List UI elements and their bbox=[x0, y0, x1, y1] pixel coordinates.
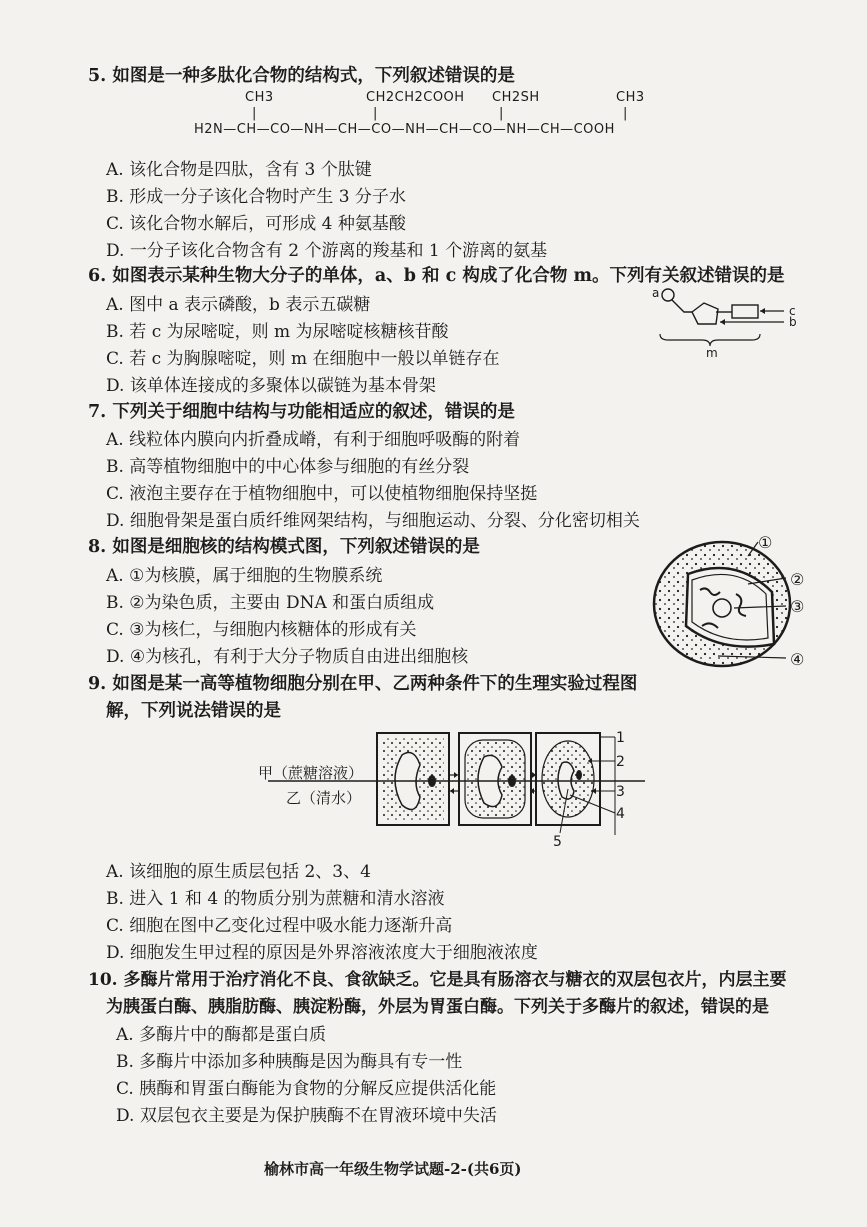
q9-option-b: B. 进入 1 和 4 的物质分别为蔗糖和清水溶液 bbox=[106, 889, 445, 909]
nucleus-label-2: ② bbox=[790, 570, 805, 589]
q5-option-b: B. 形成一分子该化合物时产生 3 分子水 bbox=[106, 187, 406, 207]
q5-option-c: C. 该化合物水解后，可形成 4 种氨基酸 bbox=[106, 214, 406, 234]
cell-label-2: 2 bbox=[616, 754, 625, 770]
q5-main-chain: H2N—CH—CO—NH—CH—CO—NH—CH—CO—NH—CH—COOH bbox=[194, 122, 615, 137]
q9-stem-line1: 9. 如图是某一高等植物细胞分别在甲、乙两种条件下的生理实验过程图 bbox=[88, 674, 638, 694]
label-a: a bbox=[652, 286, 660, 300]
q5-option-a: A. 该化合物是四肽，含有 3 个肽键 bbox=[106, 160, 372, 180]
q10-option-c: C. 胰酶和胃蛋白酶能为食物的分解反应提供活化能 bbox=[116, 1079, 497, 1099]
nucleotide-diagram bbox=[646, 282, 806, 362]
nucleus-diagram bbox=[640, 534, 840, 674]
condition-water: 乙（清水） bbox=[286, 789, 362, 807]
q7-option-b: B. 高等植物细胞中的中心体参与细胞的有丝分裂 bbox=[106, 457, 470, 477]
q10-stem-line1: 10. 多酶片常用于治疗消化不良、食欲缺乏。它是具有肠溶衣与糖衣的双层包衣片，内层主要 bbox=[88, 970, 787, 990]
q9-option-c: C. 细胞在图中乙变化过程中吸水能力逐渐升高 bbox=[106, 916, 453, 936]
q7-option-d: D. 细胞骨架是蛋白质纤维网架结构，与细胞运动、分裂、分化密切相关 bbox=[106, 511, 640, 531]
q9-option-d: D. 细胞发生甲过程的原因是外界溶液浓度大于细胞液浓度 bbox=[106, 943, 538, 963]
q5-bond-3: | bbox=[499, 106, 504, 121]
cell-label-1: 1 bbox=[616, 730, 625, 746]
nucleus-label-1: ① bbox=[758, 533, 773, 552]
q6-option-a: A. 图中 a 表示磷酸，b 表示五碳糖 bbox=[106, 295, 371, 315]
q5-stem: 5. 如图是一种多肽化合物的结构式，下列叙述错误的是 bbox=[88, 66, 515, 86]
q7-stem: 7. 下列关于细胞中结构与功能相适应的叙述，错误的是 bbox=[88, 402, 515, 422]
cell-label-4: 4 bbox=[616, 806, 625, 822]
cell-label-3: 3 bbox=[616, 784, 625, 800]
q10-option-b: B. 多酶片中添加多种胰酶是因为酶具有专一性 bbox=[116, 1052, 463, 1072]
q5-side-chain-2: CH2CH2COOH bbox=[366, 90, 465, 105]
q5-side-chain-4: CH3 bbox=[616, 90, 645, 105]
condition-sucrose: 甲（蔗糖溶液） bbox=[258, 764, 364, 782]
q10-option-a: A. 多酶片中的酶都是蛋白质 bbox=[116, 1025, 327, 1045]
q5-bond-1: | bbox=[252, 106, 257, 121]
q5-side-chain-1: CH3 bbox=[245, 90, 274, 105]
q8-option-d: D. ④为核孔，有利于大分子物质自由进出细胞核 bbox=[106, 647, 469, 667]
q9-option-a: A. 该细胞的原生质层包括 2、3、4 bbox=[106, 862, 371, 882]
page-footer: 榆林市高一年级生物学试题-2-(共6页) bbox=[264, 1160, 522, 1178]
nucleus-label-4: ④ bbox=[790, 650, 805, 669]
q6-option-b: B. 若 c 为尿嘧啶，则 m 为尿嘧啶核糖核苷酸 bbox=[106, 322, 449, 342]
q8-option-a: A. ①为核膜，属于细胞的生物膜系统 bbox=[106, 566, 383, 586]
label-m: m bbox=[706, 346, 718, 360]
q7-option-a: A. 线粒体内膜向内折叠成嵴，有利于细胞呼吸酶的附着 bbox=[106, 430, 521, 450]
q6-option-d: D. 该单体连接成的多聚体以碳链为基本骨架 bbox=[106, 376, 436, 396]
q6-stem: 6. 如图表示某种生物大分子的单体，a、b 和 c 构成了化合物 m。下列有关叙述错误的是 bbox=[88, 266, 785, 286]
q10-option-d: D. 双层包衣主要是为保护胰酶不在胃液环境中失活 bbox=[116, 1106, 497, 1126]
q8-option-b: B. ②为染色质，主要由 DNA 和蛋白质组成 bbox=[106, 593, 435, 613]
q5-side-chain-3: CH2SH bbox=[492, 90, 540, 105]
q10-stem-line2: 为胰蛋白酶、胰脂肪酶、胰淀粉酶，外层为胃蛋白酶。下列关于多酶片的叙述，错误的是 bbox=[106, 997, 769, 1017]
q8-option-c: C. ③为核仁，与细胞内核糖体的形成有关 bbox=[106, 620, 417, 640]
cell-label-5: 5 bbox=[553, 834, 562, 850]
q5-bond-4: | bbox=[623, 106, 628, 121]
q6-option-c: C. 若 c 为胸腺嘧啶，则 m 在细胞中一般以单链存在 bbox=[106, 349, 500, 369]
label-c: c bbox=[789, 304, 796, 318]
q8-stem: 8. 如图是细胞核的结构模式图，下列叙述错误的是 bbox=[88, 537, 480, 557]
q7-option-c: C. 液泡主要存在于植物细胞中，可以使植物细胞保持坚挺 bbox=[106, 484, 538, 504]
q9-stem-line2: 解，下列说法错误的是 bbox=[106, 701, 281, 721]
q5-bond-2: | bbox=[373, 106, 378, 121]
q5-option-d: D. 一分子该化合物含有 2 个游离的羧基和 1 个游离的氨基 bbox=[106, 241, 548, 261]
nucleus-label-3: ③ bbox=[790, 597, 805, 616]
label-b: b bbox=[789, 315, 797, 329]
